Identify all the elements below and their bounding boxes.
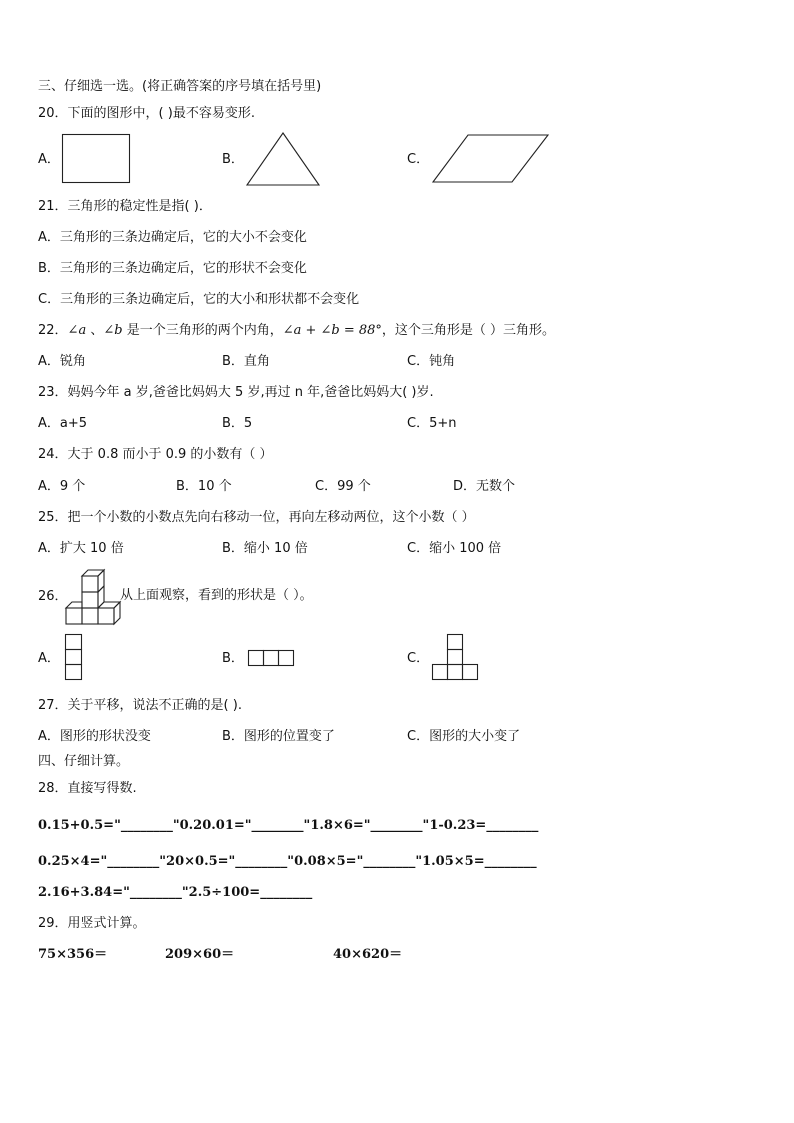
t-shape-squares-icon <box>432 634 480 682</box>
section-heading-3: 三、仔细选一选。(将正确答案的序号填在括号里) <box>38 79 322 94</box>
section-heading-4: 四、仔细计算。 <box>38 754 130 769</box>
q27-option-c: C．图形的大小变了 <box>407 729 521 744</box>
q22-option-c: C．钝角 <box>407 354 456 369</box>
question-21-stem: 21．三角形的稳定性是指( )． <box>38 199 212 214</box>
q20-option-b-label: B． <box>222 152 244 167</box>
question-28-stem: 28．直接写得数. <box>38 781 137 796</box>
q25-option-a: A．扩大 10 倍 <box>38 541 124 556</box>
q20-option-a-label: A． <box>38 152 60 167</box>
triangle-icon <box>246 132 322 188</box>
q22-mid-text: 是一个三角形的两个内角， <box>122 323 283 338</box>
q23-option-a: A．a+5 <box>38 416 88 431</box>
q21-option-a: A．三角形的三条边确定后，它的大小不会变化 <box>38 230 307 245</box>
q22-option-b: B．直角 <box>222 354 270 369</box>
q29-item-2: 209×60＝ <box>165 947 235 962</box>
q22-number: 22． <box>38 323 68 338</box>
q27-option-a: A．图形的形状没变 <box>38 729 151 744</box>
q22-angle-a: ∠a <box>67 323 87 338</box>
q25-option-c: C．缩小 100 倍 <box>407 541 502 556</box>
question-24-stem: 24．大于 0.8 而小于 0.9 的小数有（ ） <box>38 447 273 462</box>
q26-option-a-label: A． <box>38 651 60 666</box>
question-20-stem: 20．下面的图形中，( )最不容易变形. <box>38 106 255 121</box>
q27-option-b: B．图形的位置变了 <box>222 729 335 744</box>
question-23-stem: 23．妈妈今年 a 岁,爸爸比妈妈大 5 岁,再过 n 年,爸爸比妈妈大( )岁. <box>38 385 434 400</box>
q24-option-d: D．无数个 <box>453 479 516 494</box>
question-25-stem: 25．把一个小数的小数点先向右移动一位，再向左移动两位，这个小数（ ） <box>38 510 475 525</box>
q23-option-c: C．5+n <box>407 416 457 431</box>
parallelogram-icon <box>432 134 550 184</box>
q20-option-c-label: C． <box>407 152 430 167</box>
rectangle-icon <box>62 134 132 184</box>
q28-row-1: 0.15+0.5="________"0.20.01="________"1.8×6="________"1-0.23=________ <box>38 818 539 833</box>
q24-option-c: C．99 个 <box>315 479 371 494</box>
q26-option-c-label: C． <box>407 651 430 666</box>
question-26-stem: 从上面观察，看到的形状是（ ）。 <box>120 588 313 603</box>
question-29-stem: 29．用竖式计算。 <box>38 916 146 931</box>
q28-row-3: 2.16+3.84="________"2.5÷100=________ <box>38 885 313 900</box>
q25-option-b: B．缩小 10 倍 <box>222 541 308 556</box>
q21-option-c: C．三角形的三条边确定后，它的大小和形状都不会变化 <box>38 292 360 307</box>
q22-option-a: A．锐角 <box>38 354 86 369</box>
q23-option-b: B．5 <box>222 416 253 431</box>
horizontal-three-squares-icon <box>248 650 296 668</box>
q24-option-a: A．9 个 <box>38 479 86 494</box>
q26-number: 26． <box>38 589 68 604</box>
vertical-two-squares-icon <box>65 634 83 682</box>
q21-option-b: B．三角形的三条边确定后，它的形状不会变化 <box>38 261 307 276</box>
q26-option-b-label: B． <box>222 651 244 666</box>
question-27-stem: 27．关于平移，说法不正确的是( ). <box>38 698 242 713</box>
q22-separator: 、 <box>86 323 104 338</box>
q22-tail-text: ，这个三角形是（ ）三角形。 <box>381 323 556 338</box>
q22-equation: ∠a + ∠b = 88° <box>282 323 382 338</box>
q24-option-b: B．10 个 <box>176 479 232 494</box>
question-22-stem <box>38 322 555 340</box>
q29-item-1: 75×356＝ <box>38 947 108 962</box>
q22-angle-b: ∠b <box>103 323 123 338</box>
q28-row-2: 0.25×4="________"20×0.5="________"0.08×5="________"1.05×5=________ <box>38 854 537 869</box>
cube-stack-icon <box>66 568 124 626</box>
q29-item-3: 40×620＝ <box>333 947 403 962</box>
